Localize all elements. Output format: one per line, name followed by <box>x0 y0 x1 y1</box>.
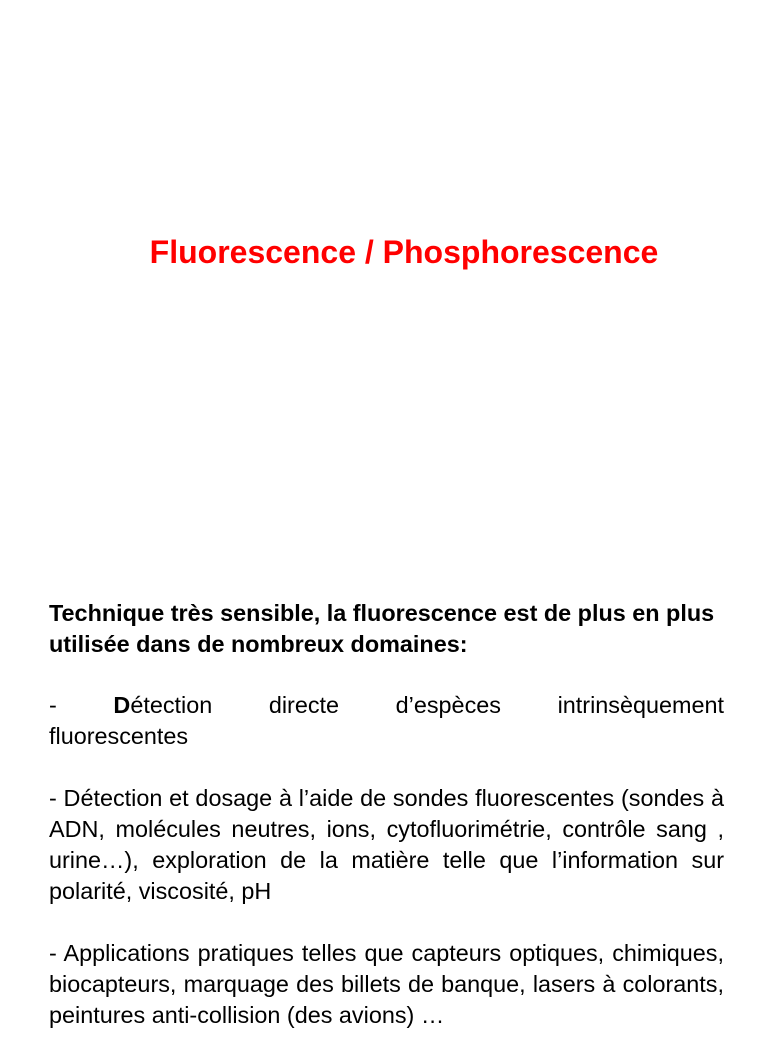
content-body <box>49 598 724 1062</box>
page-title: Fluorescence / Phosphorescence <box>149 234 659 270</box>
intro-paragraph: Technique très sensible, la fluorescence est de plus en plus utilisée dans de nombreux domaines: <box>49 600 715 657</box>
bullet-dash: - <box>49 692 57 718</box>
bullet-item-1 <box>49 690 724 721</box>
bullet-initial-letter: D <box>113 692 131 718</box>
bullet-line-1-text: étection directe d’espèces intrinsèquement <box>130 692 724 718</box>
bullet-item-1-continuation: fluorescentes <box>49 723 189 749</box>
bullet-item-2: - Détection et dosage à l’aide de sondes fluorescentes (sondes à ADN, molécules neutres, ions, cytofluorimétrie, contrôle sang , urine…), exploration de la matière telle que l’information sur polarité, viscosité, pH <box>49 785 724 904</box>
bullet-item-3: - Applications pratiques telles que capteurs optiques, chimiques, biocapteurs, marquage des billets de banque, lasers à colorants, peintures anti-collision (des avions) … <box>49 940 724 1028</box>
bullet-line-1 <box>113 692 724 718</box>
